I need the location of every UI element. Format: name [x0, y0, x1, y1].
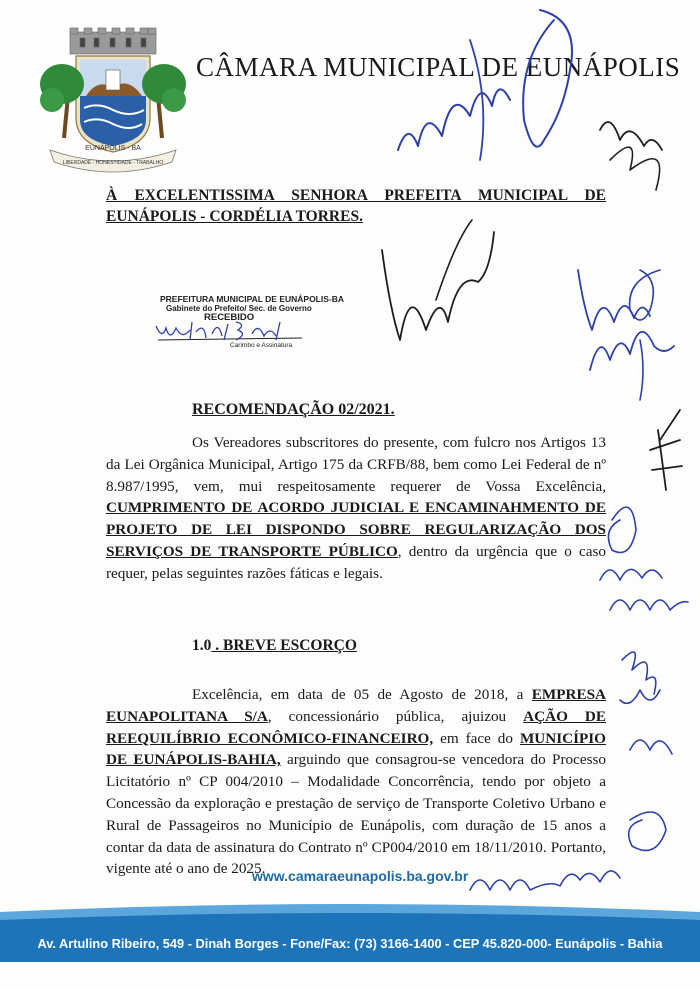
section-text-1: Excelência, em data de 05 de Agosto de 2018, a [192, 686, 524, 703]
addressee-line-2: EUNÁPOLIS - CORDÉLIA TORRES. [106, 208, 363, 225]
paragraph-text-after: , dentro da urgência que o caso requer, pelas seguintes razões fáticas e legais. [106, 542, 606, 582]
recommendation-paragraph [106, 432, 606, 585]
section-title: BREVE ESCORÇO [223, 637, 357, 654]
section-bold-3: MUNICÍPIO DE EUNÁPOLIS-BAHIA, [106, 729, 606, 769]
signature-middle-1 [382, 232, 494, 340]
crest-crown [70, 28, 156, 54]
addressee-line-1: À EXCELENTISSIMA SENHORA PREFEITA MUNICIPAL DE [106, 187, 606, 204]
footer-band [0, 902, 700, 962]
footer-address: Av. Artulino Ribeiro, 549 - Dinah Borges - Fone/Fax: (73) 3166-1400 - CEP 45.820-000- Eunápolis - Bahia [37, 936, 663, 951]
section-text-4: arguindo que consagrou-se vencedora do Processo Licitatório nº CP 004/2010 – Modalidade Concorrência, tendo por objeto a Concessão da exploração e prestação de serviço de Transporte Coletivo Urbano e Rural de Passageiros no Município de Eunápolis, com duração de 15 anos a contar da data de assinatura do Contrato nº CP004/2010 em 18/11/2010. Portanto, vigente até o ano de 2025. [106, 751, 606, 878]
page-title: CÂMARA MUNICIPAL DE EUNÁPOLIS [196, 52, 681, 82]
section-number: 1.0 [192, 637, 212, 654]
stamp-line-1: PREFEITURA MUNICIPAL DE EUNÁPOLIS-BA [160, 294, 345, 304]
addressee [106, 185, 606, 227]
section-heading [192, 637, 357, 655]
footer-website-link[interactable]: www.camaraeunapolis.ba.gov.br [252, 868, 469, 884]
received-stamp [152, 292, 345, 354]
recommendation-heading: RECOMENDAÇÃO 02/2021. [192, 401, 395, 418]
section-bold-2: AÇÃO DE REEQUILÍBRIO ECONÔMICO-FINANCEIRO, [106, 707, 606, 747]
paragraph-emphasis: CUMPRIMENTO DE ACORDO JUDICIAL E ENCAMINAHMENTO DE PROJETO DE LEI DISPONDO SOBRE REGULARIZAÇÃO DOS SERVIÇOS DE TRANSPORTE PÚBLICO [106, 499, 606, 560]
section-separator: . [211, 637, 223, 654]
stamp-handwriting [152, 318, 314, 344]
stamp-line-4: Carimbo e Assinatura [230, 342, 293, 349]
paragraph-text-before: Os Vereadores subscritores do presente, com fulcro nos Artigos 13 da Lei Orgânica Municipal, Artigo 175 da CRFB/88, bem como Lei Federal de nº 8.987/1995, vem, mui respeitosamente requerer de Vossa Excelência, [106, 434, 606, 495]
crest-banner-text: EUNÁPOLIS - BA [85, 145, 141, 152]
crest-motto-text: LIBERDADE - HONESTIDADE - TRABALHO [62, 160, 164, 166]
stamp-line-2: Gabinete do Prefeito/ Sec. de Governo [166, 304, 312, 313]
section-text-2: , concessionário pública, ajuizou [267, 707, 507, 725]
section-bold-1: EMPRESA EUNAPOLITANA S/A [106, 686, 607, 725]
municipal-crest-logo [38, 26, 188, 174]
signature-top-1 [398, 89, 510, 150]
section-paragraph [106, 684, 606, 880]
stamp-line-3: RECEBIDO [204, 312, 255, 323]
section-text-3: em face do [433, 729, 513, 747]
